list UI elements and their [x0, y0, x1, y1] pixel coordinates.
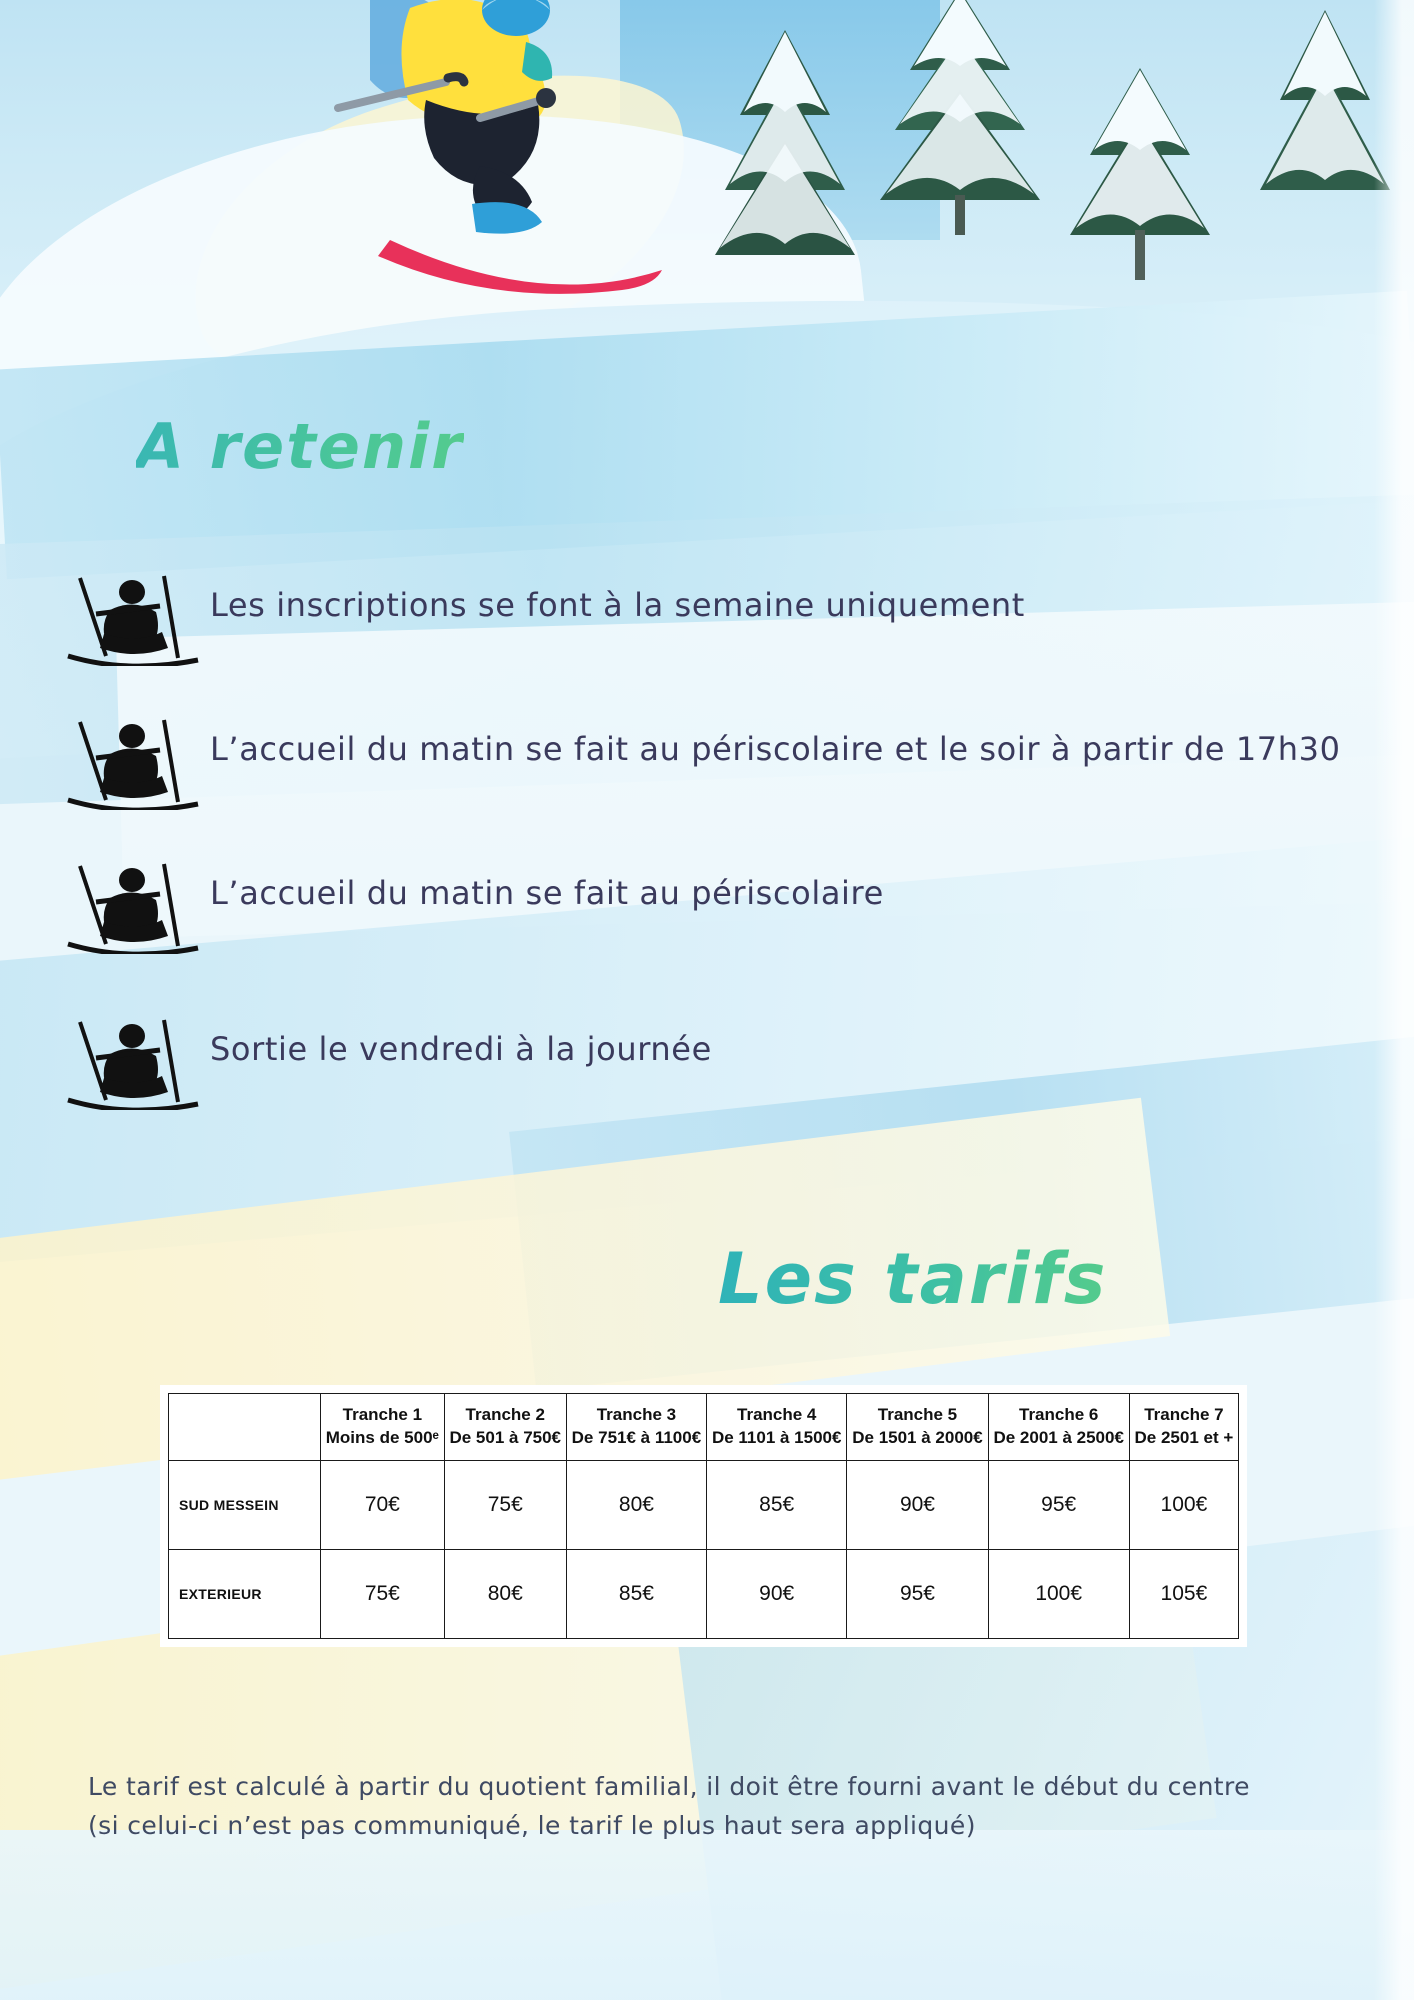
column-title: Tranche 1 [342, 1405, 423, 1424]
list-item [60, 714, 1370, 810]
price-cell: 90€ [847, 1460, 988, 1549]
list-item-label: L’accueil du matin se fait au périscolaire [210, 874, 884, 912]
column-range: De 1101 à 1500€ [711, 1427, 842, 1447]
section-title-a-retenir: A retenir [136, 410, 464, 483]
column-title: Tranche 2 [465, 1405, 545, 1424]
price-cell: 90€ [707, 1549, 847, 1638]
list-item-label: Sortie le vendredi à la journée [210, 1030, 712, 1068]
price-table [168, 1393, 1239, 1639]
price-cell: 95€ [847, 1549, 988, 1638]
list-item [60, 858, 1370, 954]
price-cell: 75€ [321, 1549, 445, 1638]
column-range: De 2001 à 2500€ [993, 1427, 1124, 1447]
column-range: De 1501 à 2000€ [852, 1427, 983, 1447]
column-header-tranche-6 [988, 1394, 1129, 1461]
column-header-tranche-7 [1129, 1394, 1238, 1461]
price-table-head [169, 1394, 1239, 1461]
price-cell: 70€ [321, 1460, 445, 1549]
list-item-label: Les inscriptions se font à la semaine uniquement [210, 586, 1025, 624]
price-table-container [160, 1385, 1247, 1647]
price-footnote [88, 1768, 1378, 1846]
skier-bullet-icon [60, 858, 210, 954]
column-range: De 751€ à 1100€ [571, 1427, 702, 1447]
footnote-line-2: (si celui-ci n’est pas communiqué, le tarif le plus haut sera appliqué) [88, 1810, 976, 1840]
column-header-tranche-2 [444, 1394, 566, 1461]
list-item [60, 570, 1370, 666]
column-title: Tranche 4 [737, 1405, 817, 1424]
column-title: Tranche 3 [596, 1405, 677, 1424]
row-header-sud-messein: SUD MESSEIN [169, 1460, 321, 1549]
column-header-tranche-1 [321, 1394, 445, 1461]
column-header-tranche-5 [847, 1394, 988, 1461]
table-header-row [169, 1394, 1239, 1461]
price-cell: 95€ [988, 1460, 1129, 1549]
table-row [169, 1549, 1239, 1638]
price-cell: 105€ [1129, 1549, 1238, 1638]
price-cell: 100€ [988, 1549, 1129, 1638]
skier-bullet-icon [60, 714, 210, 810]
price-cell: 80€ [444, 1549, 566, 1638]
footnote-line-1: Le tarif est calculé à partir du quotient familial, il doit être fourni avant le début du centre [88, 1772, 1250, 1801]
skier-bullet-icon [60, 570, 210, 666]
column-range: Moins de 500ᵉ [325, 1427, 439, 1447]
column-range: De 501 à 750€ [449, 1427, 562, 1447]
section-title-les-tarifs: Les tarifs [718, 1238, 1108, 1320]
row-header-exterieur: EXTERIEUR [169, 1549, 321, 1638]
price-cell: 85€ [707, 1460, 847, 1549]
price-table-body [169, 1460, 1239, 1638]
price-cell: 75€ [444, 1460, 566, 1549]
table-row [169, 1460, 1239, 1549]
column-title: Tranche 7 [1144, 1405, 1224, 1424]
skier-bullet-icon [60, 1014, 210, 1110]
column-title: Tranche 5 [877, 1405, 958, 1424]
column-range: De 2501 et + [1134, 1427, 1234, 1447]
list-item-label: L’accueil du matin se fait au périscolaire et le soir à partir de 17h30 [210, 730, 1341, 768]
column-title: Tranche 6 [1019, 1405, 1099, 1424]
table-corner-cell [169, 1394, 321, 1461]
price-cell: 80€ [566, 1460, 706, 1549]
price-cell: 100€ [1129, 1460, 1238, 1549]
column-header-tranche-3 [566, 1394, 706, 1461]
price-cell: 85€ [566, 1549, 706, 1638]
list-item [60, 1014, 1370, 1110]
notes-list [60, 570, 1370, 1158]
column-header-tranche-4 [707, 1394, 847, 1461]
